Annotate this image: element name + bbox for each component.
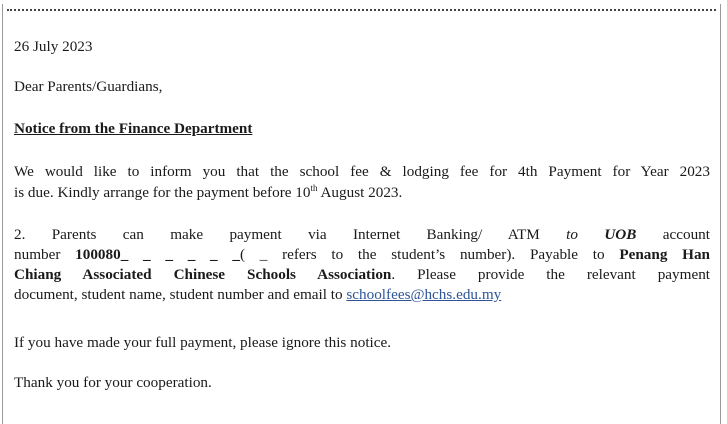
account-text: account (636, 226, 710, 243)
salutation: Dear Parents/Guardians, (14, 78, 163, 95)
paragraph-fee-due-line1: We would like to inform you that the school fee & lodging fee for 4th Payment for Year 2023 (14, 163, 710, 180)
number-label: number (14, 246, 76, 263)
paragraph-fee-due (14, 161, 710, 203)
dotted-separator (7, 9, 716, 11)
letter-frame (2, 4, 721, 424)
paragraph-payment-method (14, 225, 710, 305)
document-details-text: document, student name, student number and email to (14, 286, 347, 303)
account-number: 100080_ _ _ _ _ _ (75, 246, 240, 263)
payee-name-part2: Chiang Associated Chinese Schools Association (14, 266, 392, 283)
letter-date: 26 July 2023 (14, 38, 93, 55)
to-text: to (566, 226, 578, 243)
payment-line2 (14, 245, 710, 265)
ordinal-suffix: th (310, 183, 318, 193)
payment-line3 (14, 265, 710, 285)
notice-title: Notice from the Finance Department (14, 120, 253, 137)
due-date-text: August 2023. (317, 184, 403, 201)
paragraph-fee-due-line2 (14, 182, 710, 203)
provide-document-text: . Please provide the relevant payment (391, 266, 711, 283)
bank-name: UOB (604, 226, 637, 243)
student-number-note: ( _ refers to the student’s number). Payable to (239, 246, 620, 263)
email-link[interactable]: schoolfees@hchs.edu.my (346, 286, 502, 303)
paragraph-thanks: Thank you for your cooperation. (14, 374, 212, 391)
payment-via-text: 2. Parents can make payment via Internet Banking/ ATM (14, 226, 567, 243)
payment-line4 (14, 285, 710, 305)
space-text (578, 226, 604, 243)
due-text: is due. Kindly arrange for the payment before 10 (14, 184, 311, 201)
payee-name-part1: Penang Han (619, 246, 711, 263)
payment-line1 (14, 225, 710, 245)
paragraph-ignore-notice: If you have made your full payment, please ignore this notice. (14, 334, 392, 351)
